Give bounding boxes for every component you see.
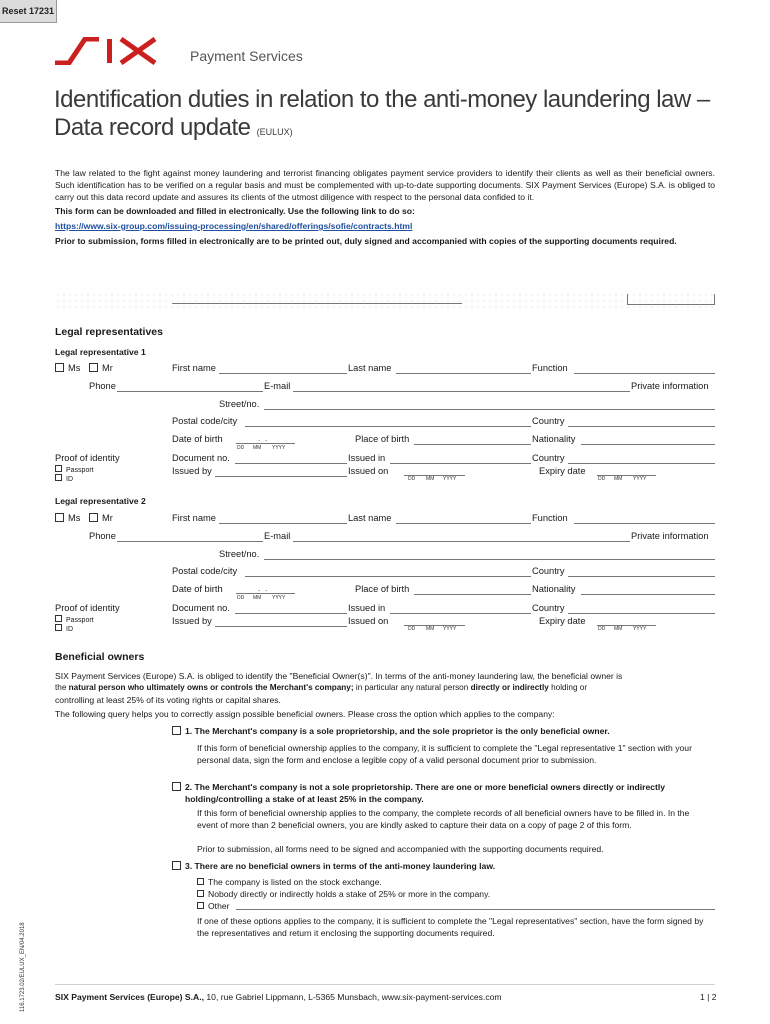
intro-paragraph: The law related to the fight against money laundering and terrorist financing obligates payment service providers to identify their clients as well as their beneficial owners. Such identification has to be verified on a regular basis and must be complemented with up-to-date supporting documents. SIX Payment Services (Europe) S.A. is obliged to carry out this data record update and assures its clients of the utmost diligence with respect to the personal data confided to it. xyxy=(55,168,715,202)
six-logo xyxy=(55,37,160,70)
pob-field[interactable] xyxy=(414,444,531,445)
mm-hint: MM xyxy=(426,476,435,482)
dob-field[interactable] xyxy=(236,443,295,444)
salutation-mr[interactable]: Mr xyxy=(89,513,113,523)
first-name-field[interactable] xyxy=(219,523,347,524)
page-title xyxy=(54,86,710,146)
dob-field[interactable] xyxy=(236,593,295,594)
dd-hint: DD xyxy=(237,595,245,601)
reset-button[interactable]: Reset 17231 xyxy=(0,0,57,23)
pob-field[interactable] xyxy=(414,594,531,595)
date-separator: . xyxy=(258,584,261,593)
six-logo-icon xyxy=(55,37,160,65)
date-separator: . xyxy=(265,584,268,593)
beneficial-intro-line: the natural person who ultimately owns or controls the Merchant's company; in particular any natural person directly or indirectly holding or xyxy=(55,683,588,692)
legal-representatives-heading: Legal representatives xyxy=(55,326,163,338)
brand-subtitle: Payment Services xyxy=(190,48,303,64)
yyyy-hint: YYYY xyxy=(272,445,286,451)
document-no-field[interactable] xyxy=(235,463,347,464)
first-name-field[interactable] xyxy=(219,373,347,374)
option-2-note: Prior to submission, all forms need to be signed and accompanied with the supporting documents required. xyxy=(197,844,604,854)
checkbox-icon[interactable] xyxy=(172,726,181,735)
issued-by-label: Issued by xyxy=(172,616,212,626)
country-label: Country xyxy=(532,416,565,426)
checkbox-icon[interactable] xyxy=(197,878,204,885)
passport-option[interactable]: Passport xyxy=(55,465,94,474)
last-name-label: Last name xyxy=(348,363,392,373)
yyyy-hint: YYYY xyxy=(443,626,457,632)
title-line-1: Identification duties in relation to the anti-money laundering law – xyxy=(54,86,710,113)
postal-city-label: Postal code/city xyxy=(172,416,238,426)
email-field[interactable] xyxy=(293,541,630,542)
expiry-label: Expiry date xyxy=(539,616,586,626)
issued-in-country-field[interactable] xyxy=(568,613,715,614)
dd-hint: DD xyxy=(408,476,416,482)
option-2-title: 2. The Merchant's company is not a sole proprietorship. There are one or more beneficial owners directly or indirectly holding/controlling a stake of at least 25% in the company. xyxy=(185,782,666,804)
postal-city-field[interactable] xyxy=(245,426,531,427)
checkbox-icon[interactable] xyxy=(89,513,98,522)
beneficial-intro-line: controlling at least 25% of its voting rights or capital shares. xyxy=(55,695,281,705)
checkbox-icon[interactable] xyxy=(172,782,181,791)
other-field[interactable] xyxy=(236,909,715,910)
checkbox-icon[interactable] xyxy=(197,902,204,909)
private-information-label: Private information xyxy=(631,531,709,541)
option-3-text: If one of these options applies to the company, it is sufficient to complete the "Legal representatives" section, have the form signed by the representatives and return it enclosing the supporting documents required. xyxy=(197,916,704,938)
intro-text xyxy=(55,167,715,247)
mm-hint: MM xyxy=(253,445,262,451)
yyyy-hint: YYYY xyxy=(633,476,647,482)
passport-option[interactable]: Passport xyxy=(55,615,94,624)
option-1-text: If this form of beneficial ownership applies to the company, it is sufficient to complete the "Legal representative 1" section with your personal data, sign the form and enclose a legible copy of a valid personal document prior to submission. xyxy=(197,743,692,765)
issued-in-label: Issued in xyxy=(348,453,386,463)
download-link[interactable]: https://www.six-group.com/issuing-processing/en/shared/offerings/sofie/contracts.html xyxy=(55,221,413,231)
mm-hint: MM xyxy=(253,595,262,601)
checkbox-icon[interactable] xyxy=(55,513,64,522)
option-2-text: If this form of beneficial ownership applies to the company, the complete records of all beneficial owners have to be filled in. In the event of more than 2 beneficial owners, you are kindly asked to capture their data on a copy of page 2 of this form. xyxy=(197,808,690,830)
pob-label: Place of birth xyxy=(355,584,410,594)
phone-field[interactable] xyxy=(117,541,263,542)
checkbox-icon[interactable] xyxy=(55,474,62,481)
header-name-field[interactable] xyxy=(172,303,462,304)
expiry-label: Expiry date xyxy=(539,466,586,476)
function-field[interactable] xyxy=(574,373,715,374)
mm-hint: MM xyxy=(614,626,623,632)
issued-in-country-label: Country xyxy=(532,453,565,463)
last-name-field[interactable] xyxy=(396,523,531,524)
document-no-field[interactable] xyxy=(235,613,347,614)
issued-by-field[interactable] xyxy=(215,476,347,477)
mm-hint: MM xyxy=(614,476,623,482)
yyyy-hint: YYYY xyxy=(272,595,286,601)
checkbox-icon[interactable] xyxy=(172,861,181,870)
private-information-label: Private information xyxy=(631,381,709,391)
header-field-bar xyxy=(55,292,715,308)
country-label: Country xyxy=(532,566,565,576)
option-2[interactable] xyxy=(172,781,717,805)
expiry-field[interactable] xyxy=(597,625,656,626)
id-option[interactable]: ID xyxy=(55,474,73,483)
street-label: Street/no. xyxy=(219,399,260,409)
beneficial-query-text: The following query helps you to correctly assign possible beneficial owners. Please cross the option which applies to the company: xyxy=(55,709,555,719)
document-no-label: Document no. xyxy=(172,603,230,613)
dd-hint: DD xyxy=(408,626,416,632)
beneficial-owners-heading: Beneficial owners xyxy=(55,651,145,663)
option-1[interactable] xyxy=(172,725,717,737)
phone-label: Phone xyxy=(89,381,116,391)
print-note: Prior to submission, forms filled in electronically are to be printed out, duly signed and accompanied with copies of the supporting documents required. xyxy=(55,236,677,246)
nationality-label: Nationality xyxy=(532,584,576,594)
option-3[interactable] xyxy=(172,860,717,872)
expiry-field[interactable] xyxy=(597,475,656,476)
yyyy-hint: YYYY xyxy=(443,476,457,482)
salutation-mr[interactable]: Mr xyxy=(89,363,113,373)
phone-label: Phone xyxy=(89,531,116,541)
issued-in-country-label: Country xyxy=(532,603,565,613)
phone-field[interactable] xyxy=(117,391,263,392)
footer-address: SIX Payment Services (Europe) S.A., 10, rue Gabriel Lippmann, L-5365 Munsbach, www.six-payment-services.com xyxy=(55,992,502,1002)
nationality-field[interactable] xyxy=(581,444,715,445)
title-line-2: Data record update xyxy=(54,114,251,141)
email-field[interactable] xyxy=(293,391,630,392)
issued-in-field[interactable] xyxy=(390,463,531,464)
postal-city-label: Postal code/city xyxy=(172,566,238,576)
dob-label: Date of birth xyxy=(172,434,223,444)
date-separator: . xyxy=(265,434,268,443)
email-label: E-mail xyxy=(264,381,291,391)
footer-divider xyxy=(55,984,715,985)
option-3c[interactable]: Other xyxy=(197,900,230,912)
beneficial-intro-line: SIX Payment Services (Europe) S.A. is obliged to identify the "Beneficial Owner(s)". In terms of the anti-money laundering law, the beneficial owner is xyxy=(55,671,623,681)
checkbox-icon[interactable] xyxy=(197,890,204,897)
issued-in-label: Issued in xyxy=(348,603,386,613)
document-no-label: Document no. xyxy=(172,453,230,463)
country-field[interactable] xyxy=(568,576,715,577)
nationality-field[interactable] xyxy=(581,594,715,595)
function-field[interactable] xyxy=(574,523,715,524)
option-1-title: 1. The Merchant's company is a sole proprietorship, and the sole proprietor is the only beneficial owner. xyxy=(185,726,610,736)
issued-by-label: Issued by xyxy=(172,466,212,476)
title-tag: (EULUX) xyxy=(256,127,293,137)
checkbox-icon[interactable] xyxy=(89,363,98,372)
first-name-label: First name xyxy=(172,363,216,373)
mm-hint: MM xyxy=(426,626,435,632)
beneficial-intro xyxy=(55,670,715,720)
date-separator: . xyxy=(258,434,261,443)
salutation-ms[interactable]: Ms xyxy=(55,513,80,523)
option-3-title: 3. There are no beneficial owners in terms of the anti-money laundering law. xyxy=(185,861,496,871)
dob-label: Date of birth xyxy=(172,584,223,594)
salutation-ms[interactable]: Ms xyxy=(55,363,80,373)
email-label: E-mail xyxy=(264,531,291,541)
proof-identity-label: Proof of identity xyxy=(55,603,120,613)
option-3b[interactable]: Nobody directly or indirectly holds a stake of 25% or more in the company. xyxy=(197,888,490,900)
function-label: Function xyxy=(532,513,568,523)
page-number: 1 | 2 xyxy=(700,992,717,1002)
first-name-label: First name xyxy=(172,513,216,523)
issued-in-country-field[interactable] xyxy=(568,463,715,464)
postal-city-field[interactable] xyxy=(245,576,531,577)
checkbox-icon[interactable] xyxy=(55,363,64,372)
checkbox-icon[interactable] xyxy=(55,465,62,472)
function-label: Function xyxy=(532,363,568,373)
dd-hint: DD xyxy=(598,626,606,632)
checkbox-icon[interactable] xyxy=(55,615,62,622)
dd-hint: DD xyxy=(237,445,245,451)
dd-hint: DD xyxy=(598,476,606,482)
last-name-label: Last name xyxy=(348,513,392,523)
id-option[interactable]: ID xyxy=(55,624,73,633)
issued-on-label: Issued on xyxy=(348,616,389,626)
issued-on-label: Issued on xyxy=(348,466,389,476)
proof-identity-label: Proof of identity xyxy=(55,453,120,463)
street-field[interactable] xyxy=(264,559,715,560)
last-name-field[interactable] xyxy=(396,373,531,374)
document-reference: 116.1723.02/EULUX_EN/04.2018 xyxy=(20,922,26,1012)
legal-rep-2-heading: Legal representative 2 xyxy=(55,496,146,506)
street-field[interactable] xyxy=(264,409,715,410)
country-field[interactable] xyxy=(568,426,715,427)
nationality-label: Nationality xyxy=(532,434,576,444)
checkbox-icon[interactable] xyxy=(55,624,62,631)
option-3a[interactable]: The company is listed on the stock exchange. xyxy=(197,876,382,888)
issued-by-field[interactable] xyxy=(215,626,347,627)
download-note: This form can be downloaded and filled in electronically. Use the following link to do so: xyxy=(55,206,415,216)
pob-label: Place of birth xyxy=(355,434,410,444)
header-date-field[interactable] xyxy=(627,294,715,305)
yyyy-hint: YYYY xyxy=(633,626,647,632)
legal-rep-1-heading: Legal representative 1 xyxy=(55,347,146,357)
issued-in-field[interactable] xyxy=(390,613,531,614)
street-label: Street/no. xyxy=(219,549,260,559)
